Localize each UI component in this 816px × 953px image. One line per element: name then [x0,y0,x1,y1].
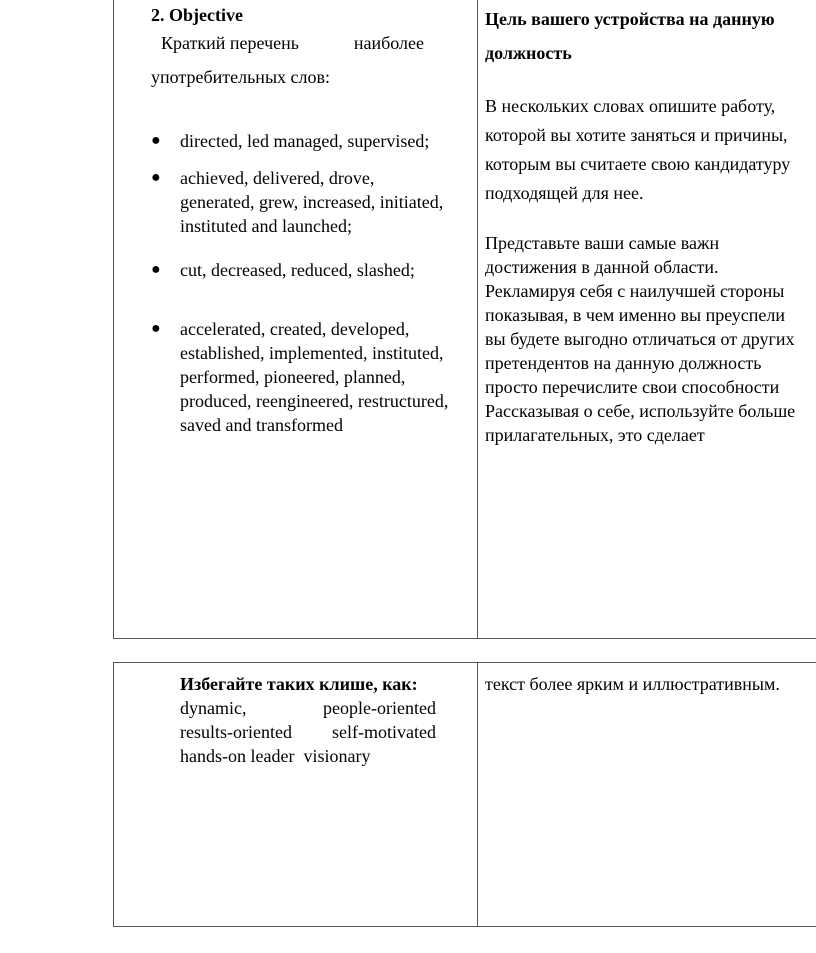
continuation-text: текст более ярким и иллюстративным. [485,674,780,694]
paragraph-line: Рассказывая о себе, используйте больше [485,401,796,421]
paragraph-line: претендентов на данную должность [485,353,762,373]
list-item: ● achieved, delivered, drove, generated, grew, increased, initiated, instituted and launched; [151,168,444,236]
cliche-left-cell [180,672,436,768]
paragraph-line: Рекламируя себя с наилучшей стороны [485,281,785,301]
cliche-row: results-oriented self-motivated [180,722,436,742]
right-paragraph-1: В нескольких словах опишите работу, которой вы хотите заняться и причины, которым вы считаете свою кандидатуру подходящей для нее. [485,96,791,203]
list-item: ● accelerated, created, developed, established, implemented, instituted, performed, pioneered, planned, produced, reengineered, restructured, saved and transformed [151,319,449,435]
cliche-row: hands-on leader visionary [180,746,371,766]
cliche-right-cell [485,672,816,696]
bullet-icon: ● [151,320,161,337]
bullet-icon: ● [151,132,161,149]
bullet-icon: ● [151,261,161,278]
bullet-icon: ● [151,169,161,186]
intro-word2: наиболее [353,33,424,53]
paragraph-line: показывая, в чем именно вы преуспели [485,305,786,325]
column-divider [477,663,478,926]
list-item: ● directed, led managed, supervised; [151,131,430,151]
intro-text [151,26,471,94]
intro-word1: Краткий перечень [161,33,299,53]
list-item: ● cut, decreased, reduced, slashed; [151,260,415,280]
column-divider [477,0,478,638]
paragraph-line: прилагательных, это сделает [485,425,705,445]
objective-left-cell [151,4,471,435]
section-heading: 2. Objective [151,5,243,25]
paragraph-line: Представьте ваши самые важн [485,233,720,253]
paragraph-line: просто перечислите свои способности [485,377,780,397]
paragraph-line: вы будете выгодно отличаться от других [485,329,795,349]
cliche-title: Избегайте таких клише, как: [180,674,418,694]
right-paragraph-2 [485,231,816,447]
intro-line2: употребительных слов: [151,67,331,87]
cliche-table [113,662,816,927]
right-heading: Цель вашего устройства на данную должность [485,9,775,63]
paragraph-line: достижения в данной области. [485,257,719,277]
cliche-row: dynamic, people-oriented [180,698,436,718]
objective-table [113,0,816,639]
